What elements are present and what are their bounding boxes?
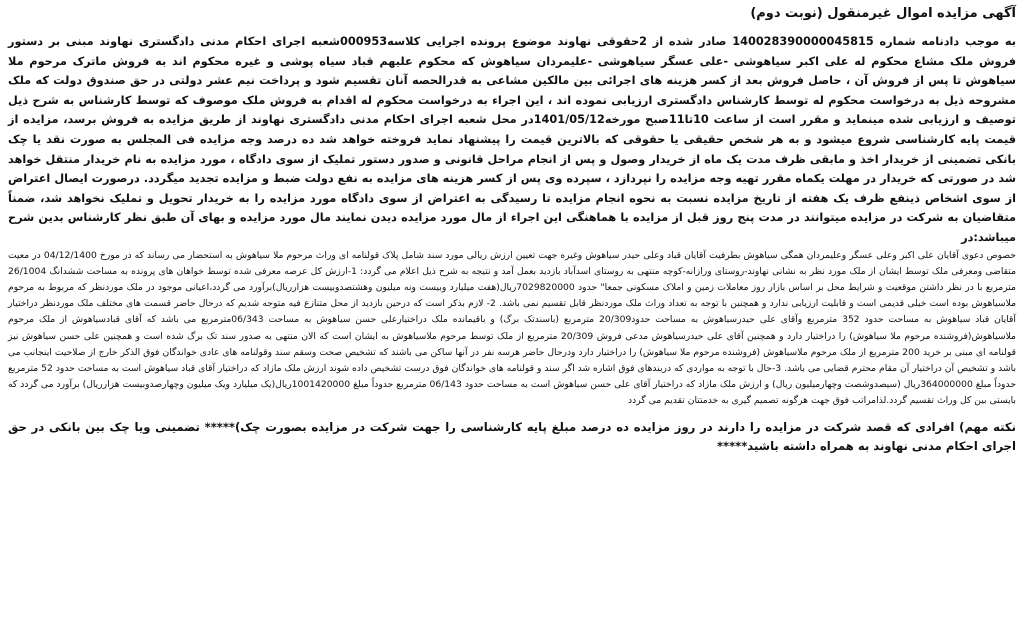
notice-main-text: به موجب دادنامه شماره 140028390000045815 صادر شده از 2حقوقی نهاوند موضوع پرونده اجرایی کلاسه000953شعبه اجرای احکام مدنی دادگستری نهاوند مبنی بر دستور فروش ملک مشاع محکوم له علی اکبر سیاهوشی -علی عسگر سیاهوشی -علیمردان سیاهوش که محکوم علیهم قباد سیاه پوشی و غیره محکوم اند به فروش ماترک مرحوم ملا سیاهوش تا پس از فروش آن ، حاصل فروش بعد از کسر هزینه های اجرائی بین مالکین مشاعی به قدرالحصه آنان تقسیم شود و پرداخت نیم عشر دولتی در حق صندوق دولت که ملک مشروحه ذیل به درخواست محکوم له توسط کارشناس دادگستری ارزیابی نموده اند ، این اجراء به درخواست محکوم له اقدام به فروش ملک موصوف که توسط کارشناس به شرح ذیل توصیف و ارزیابی شده مینماید و مقرر است از ساعت 10تا11صبح مورخه1401/05/12در محل شعبه اجرای احکام مدنی دادگستری نهاوند از طریق مزایده به فروش برسد، مزایده از قیمت پایه کارشناسی شروع میشود و به هر شخص حقیقی یا حقوقی که بالاترین قیمت را پیشنهاد نماید فروخته خواهد شد ده درصد وجه مزایده فی المجلس به صورت نقد یا چک بانکی تضمینی از خریدار اخذ و مابقی ظرف مدت یک ماه از خریدار وصول و پس از انجام مراحل قانونی و صدور دستور تملیک از سوی دادگاه ، مورد مزایده به نام خریدار منتقل خواهد شد در صورتی که خریدار در مهلت یکماه مقرر تهیه وجه مزایده را نپردازد ، سپرده وی پس از کسر هزینه های مزایده به نفع دولت ضبط و مزایده تجدید میگردد. درصورت ایصال اعتراض از سوی اشخاص ذینفع ظرف یک هفته از تاریخ مزایده نسبت به نحوه انجام مزایده تا رسیدگی به اعتراض از سوی دادگاه مورد مزایده را به خریدار تحویل و تملیک نخواهد شد، ضمناً متقاضیان به شرکت در مزایده میتوانند در مدت پنج روز قبل از مزایده با هماهنگی این اجراء از مال مورد مزایده دیدن نمایند مال مورد مزایده و بهای آن طبق نظر کارشناس بدین شرح میباشد:در xyxy=(8,35,1016,244)
expert-appraisal-text: خصوص دعوی آقایان علی اکبر وعلی عسگر وعلیمردان همگی سیاهوش بطرفیت آقایان قباد وعلی حیدر سیاهوش وغیره جهت تعیین ارزش ریالی مورد سند شامل پلاک قولنامه ای وراث مرحوم ملا سیاهوش به استحضار می رساند که در مورخ 04/12/1400 در معیت متقاضی ومعرفی ملک توسط ایشان از ملک مورد نظر به نشانی نهاوند-روستای ورازانه-کوچه منتهی به روستای اسدآباد بازدید بعمل آمد و نتیجه به شرح ذیل اعلام می گردد: 1-ارزش کل عرصه معرفی شده توسط خواهان های پرونده به مساحت ششدانگ 26/1004 مترمربع با در نظر داشتن موقعیت و شرایط محل بر اساس بازار روز معاملات زمین و املاک مسکونی جمعا" حدود 7029820000ریال(هفت میلیارد وبیست ونه میلیون وهشتصدوبیست هزارریال)برآورد می گردد،اعیانی موجود در ملک موردنظر که مربوط به مرحوم ملاسیاهوش بوده است خیلی قدیمی است و قابلیت ارزیابی ندارد و همچنین با توجه به تعداد وراث ملک موردنظر قابل تقسیم نمی باشد. 2- لازم بذکر است که درحین بازدید از محل متنازع فیه متوجه شدیم که درحال حاضر قسمت های مختلف ملک موردنظر دراختیار آقایان قباد سیاهوش به مساحت حدود 352 مترمربع وآقای علی حیدرسیاهوش به مساحت حدود20/309 مترمربع (باسندتک برگ) و باقیمانده ملک دراختیارعلی حسن سیاهوش به مساحت 06/343مترمربع می باشد که آقای قبادسیاهوش از ملک مرحوم ملاسیاهوش(فروشنده مرحوم ملا سیاهوش) را دراختیار دارد و همچنین آقای علی حیدرسیاهوش مدعی فروش 20/309 مترمربع از ملک توسط مرحوم ملاسیاهوش به ایشان است که الان منتهی به صدور سند تک برگ شده است و همچنین علی حسن سیاهوش نیز قولنامه ای مبنی بر خرید 200 مترمربع از ملک مرحوم ملاسیاهوش (فروشنده مرحوم ملا سیاهوش) را دراختیار دارد ودرحال حاضر هرسه نفر در آنها ساکن می باشند که تشخیص صحت وسقم سند وقولنامه های عادی خواندگان فوق الذکر خارج از صلاحیت اینجانب می باشد و تشخیص آن دراختیار آن مقام محترم قضایی می باشد. 3-حال با توجه به مواردی که دربندهای فوق اشاره شد اگر سند و قولنامه های خواندگان فوق درست تشخیص داده شوند ارزش ملک مازاد که دراختیار آقای قباد سیاهوش است به مساحت حدود 52 مترمربع حدوداً مبلغ 364000000ریال (سیصدوشصت وچهارمیلیون ریال) و ارزش ملک مازاد که دراختیار آقای علی حسن سیاهوش است به مساحت حدود 06/143 مترمربع حدوداً مبلغ 1001420000ریال(یک میلیارد ویک میلیون وچهارصدوبیست هزارریال) برآورد می گردد که بایستی بین کل وراث تقسیم گردد.لذامراتب فوق جهت هرگونه تصمیم گیری به خدمتتان تقدیم می گردد xyxy=(8,249,1017,407)
important-note: نکته مهم) افرادی که قصد شرکت در مزایده را دارند در روز مزایده ده درصد مبلغ پایه کارشناسی را جهت شرکت در مزایده بصورت چک)***** تضمینی ویا چک بین بانکی در حق اجرای احکام مدنی نهاوند به همراه داشته باشید***** xyxy=(8,419,1016,453)
notice-title: آگهی مزایده اموال غیرمنقول (نوبت دوم) xyxy=(750,6,1016,21)
